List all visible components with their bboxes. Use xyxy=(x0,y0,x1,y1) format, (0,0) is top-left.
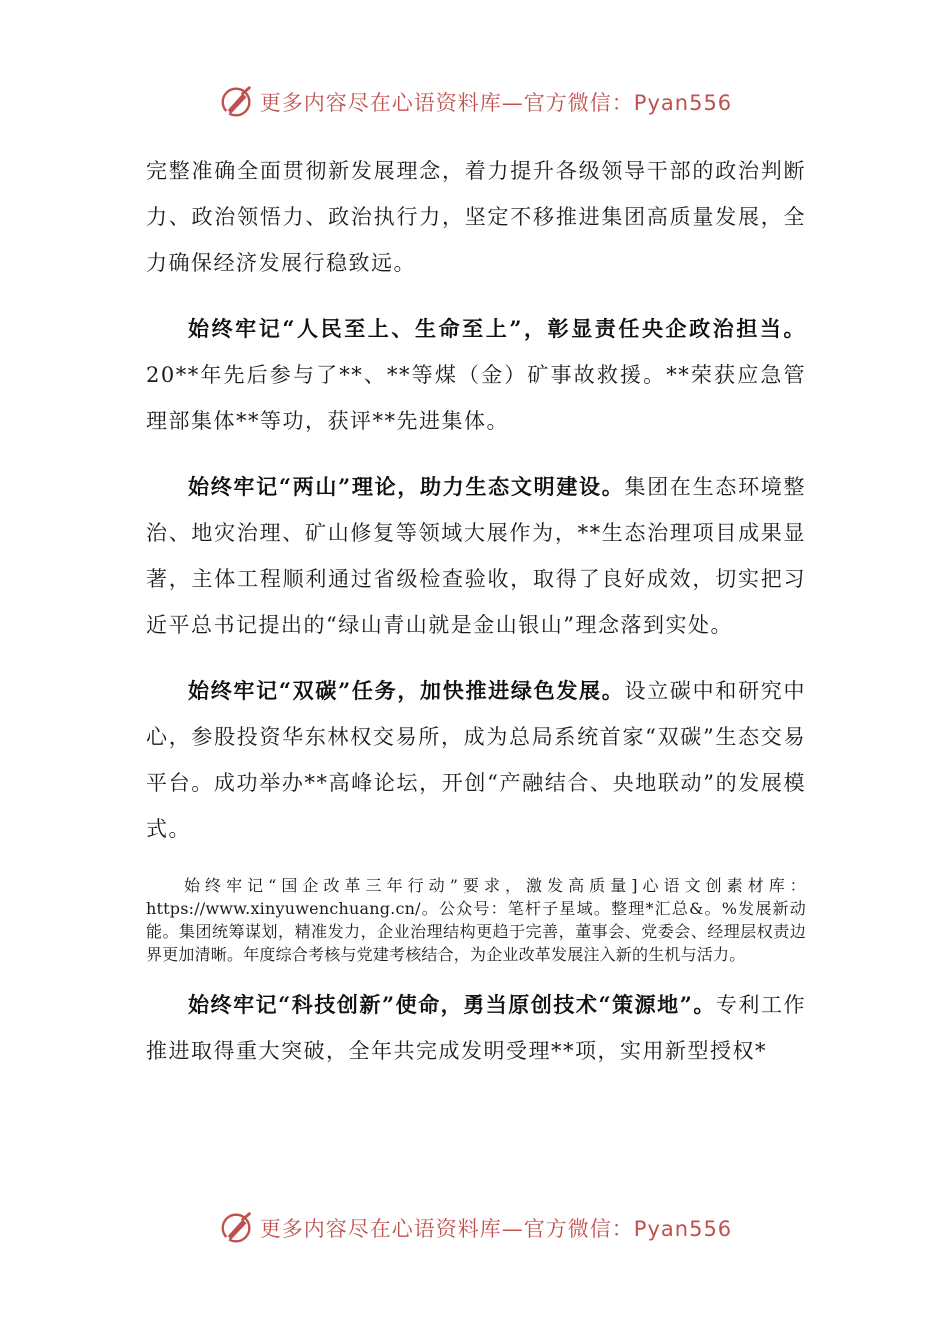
pen-logo-icon xyxy=(218,83,256,121)
paragraph-1-body: 完整准确全面贯彻新发展理念，着力提升各级领导干部的政治判断力、政治领悟力、政治执行力，坚定不移推进集团高质量发展，全力确保经济发展行稳致远。 xyxy=(146,159,806,275)
paragraph-2 xyxy=(146,306,806,444)
footer-text: 更多内容尽在心语资料库—官方微信：Pyan556 xyxy=(259,1217,733,1241)
paragraph-4-body: 设立碳中和研究中心，参股投资华东林权交易所，成为总局系统首家“双碳”生态交易平台。成功举办**高峰论坛，开创“产融结合、央地联动”的发展模式。 xyxy=(146,679,806,841)
paragraph-1 xyxy=(146,148,806,286)
paragraph-3-body: 集团在生态环境整治、地灾治理、矿山修复等领域大展作为，**生态治理项目成果显著，主体工程顺利通过省级检查验收，取得了良好成效，切实把习近平总书记提出的“绿山青山就是金山银山”理念落到实处。 xyxy=(146,475,806,637)
paragraph-6-heading: 始终牢记“科技创新”使命，勇当原创技术“策源地”。 xyxy=(188,992,716,1017)
paragraph-3 xyxy=(146,464,806,648)
paragraph-5-body: 始终牢记“国企改革三年行动”要求，激发高质量]心语文创素材库：https://www.xinyuwenchuang.cn/。公众号：笔杆子星域。整理*汇总&。%发展新动能。集团统筹谋划，精准发力，企业治理结构更趋于完善，董事会、党委会、经理层权责边界更加清晰。年度综合考核与党建考核结合，为企业改革发展注入新的生机与活力。 xyxy=(146,876,806,964)
pen-logo-icon xyxy=(218,1209,256,1247)
paragraph-2-body: 20**年先后参与了**、**等煤（金）矿事故救援。**荣获应急管理部集体**等功，获评**先进集体。 xyxy=(146,363,806,433)
document-body xyxy=(146,148,806,1074)
paragraph-2-heading: 始终牢记“人民至上、生命至上”，彰显责任央企政治担当。 xyxy=(188,316,806,341)
paragraph-6-body: 专利工作推进取得重大突破，全年共完成发明受理**项，实用新型授权* xyxy=(146,993,807,1063)
header-banner xyxy=(0,82,950,122)
header-text: 更多内容尽在心语资料库—官方微信：Pyan556 xyxy=(259,91,733,115)
paragraph-6 xyxy=(146,982,806,1074)
paragraph-3-heading: 始终牢记“两山”理论，助力生态文明建设。 xyxy=(188,474,625,499)
paragraph-4 xyxy=(146,668,806,852)
footer-banner xyxy=(0,1208,950,1248)
paragraph-5-inserted xyxy=(146,874,806,966)
paragraph-4-heading: 始终牢记“双碳”任务，加快推进绿色发展。 xyxy=(188,678,625,703)
